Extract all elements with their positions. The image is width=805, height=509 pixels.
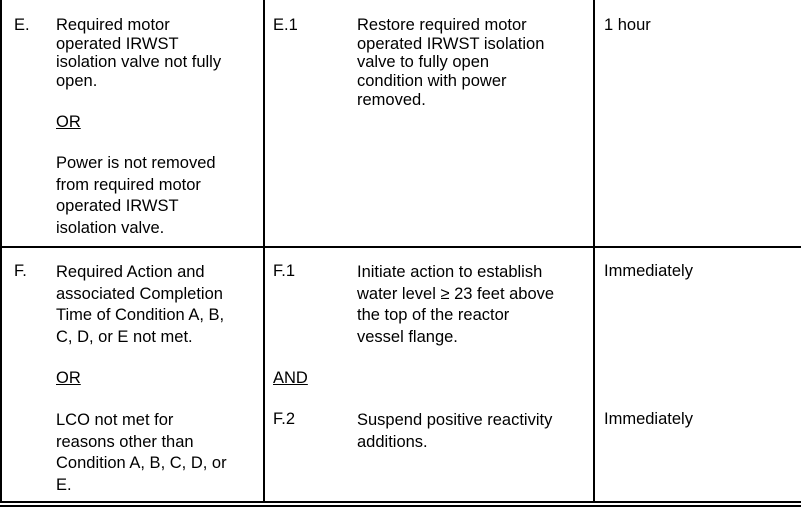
action-id-e1: E.1 [273,16,298,34]
action-id-f1: F.1 [273,262,296,280]
condition-e-or: OR [56,113,81,131]
completion-time-f1: Immediately [604,262,693,280]
condition-f-text-2: LCO not met for reasons other than Condition A, B, C, D, or E. [56,411,227,494]
condition-e-text-2: Power is not removed from required motor operated IRWST isolation valve. [56,154,216,237]
action-id-f2: F.2 [273,410,296,428]
condition-f-text: Required Action and associated Completion Time of Condition A, B, C, D, or E not met. [56,263,225,346]
condition-e-text: Required motor operated IRWST isolation valve not fully open. [56,16,222,91]
column-divider-completion [593,0,595,501]
completion-time-e1: 1 hour [604,16,651,34]
completion-time-f2: Immediately [604,410,693,428]
table-bottom-border-double [0,505,801,507]
action-f1-text: Initiate action to establish water level ≥ 23 feet above the top of the reactor vessel flange. [357,263,555,346]
condition-id-e: E. [14,16,30,34]
left-border [0,0,2,501]
table-bottom-border [0,501,801,503]
action-f2-text: Suspend positive reactivity additions. [357,411,553,451]
column-divider-condition [263,0,265,501]
action-f-and: AND [273,369,308,387]
condition-id-f: F. [14,262,27,280]
action-e1-text: Restore required motor operated IRWST isolation valve to fully open condition with power removed. [357,16,545,109]
condition-f-or: OR [56,369,81,387]
row-divider [0,246,801,248]
